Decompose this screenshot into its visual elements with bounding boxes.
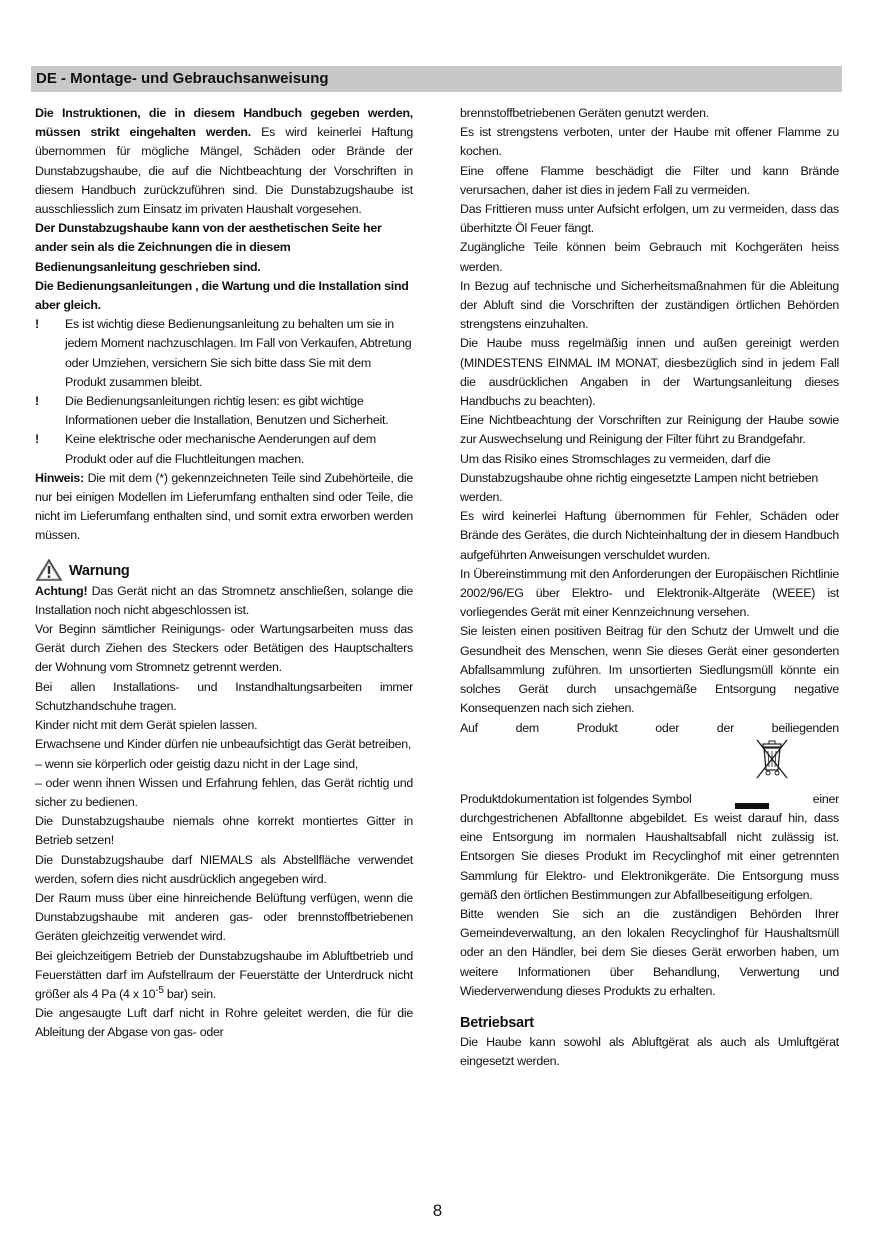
word: der — [716, 720, 734, 735]
bullet-text: Es ist wichtig diese Bedienungsanleitung zu behalten um sie in jedem Moment nachzuschlagen. Im Fall von Verkaufen, Abtretung oder Umziehen, versichern Sie sich bitte dass Sie mit dem Produkt zusammen bleibt. — [65, 317, 412, 389]
paragraph: Eine offene Flamme beschädigt die Filter und kann Brände verursachen, daher ist dies in jedem Fall zu vermeiden. — [460, 163, 839, 197]
paragraph: Es ist strengstens verboten, unter der Haube mit offener Flamme zu kochen. — [460, 125, 839, 159]
symbol-line — [460, 719, 839, 738]
paragraph: Das Frittieren muss unter Aufsicht erfolgen, um zu vermeiden, dass das überhitzte Öl Feuer fängt. — [460, 202, 839, 236]
word: Auf — [460, 720, 478, 735]
left-column — [35, 104, 413, 1043]
paragraph: Vor Beginn sämtlicher Reinigungs- oder Wartungsarbeiten muss das Gerät durch Ziehen des Steckers oder Betätigen des Hauptschalters der Wohnung vom Stromnetz getrennt werden. — [35, 622, 413, 675]
warning-heading — [35, 558, 413, 582]
symbol-line-end: einer — [812, 791, 839, 806]
design-note: Der Dunstabzugshaube kann von der aesthetischen Seite her ander sein als die Zeichnungen die in diesem Bedienungsanleitung geschrieben sind. — [35, 221, 382, 274]
bullet-text: Die Bedienungsanleitungen richtig lesen: es gibt wichtige Informationen ueber die Installation, Benutzen und Sicherheit. — [65, 394, 389, 428]
paragraph: Kinder nicht mit dem Gerät spielen lassen. — [35, 718, 258, 733]
bullet-item — [35, 392, 413, 430]
right-column — [460, 104, 839, 1071]
word: beiliegenden — [771, 720, 839, 735]
pressure-end: bar) sein. — [163, 986, 217, 1001]
achtung-label: Achtung! — [35, 583, 88, 598]
intro-text: Es wird keinerlei Haftung übernommen für mögliche Mängel, Schäden oder Brände der Dunstabzugshaube, die auf die Nichtbeachtung der Vorschriften in diesem Handbuch zurückzuführen sind. Die Dunstabzugshaube ist ausschliesslich zum Einsatz im privaten Haushalt vorgesehen. — [35, 125, 413, 217]
hinweis-label: Hinweis: — [35, 470, 84, 485]
paragraph: Die Dunstabzugshaube darf NIEMALS als Abstellfläche verwendet werden, sofern dies nicht ausdrücklich angegeben wird. — [35, 852, 413, 886]
word: Produkt — [576, 720, 618, 735]
exclamation-icon: ! — [35, 317, 39, 332]
section-header: DE - Montage- und Gebrauchsanweisung — [31, 66, 842, 92]
instructions-note: Die Bedienungsanleitungen , die Wartung und die Installation sind aber gleich. — [35, 278, 409, 313]
paragraph: werden. — [460, 490, 503, 505]
weee-symbol-area — [460, 738, 839, 786]
paragraph: Die Haube kann sowohl als Abluftgërat als auch als Umluftgërat eingesetzt werden. — [460, 1034, 839, 1069]
symbol-line-2 — [460, 790, 839, 809]
crossed-out-bin-icon — [753, 738, 791, 782]
paragraph: Zugängliche Teile können beim Gebrauch mit Kochgeräten heiss werden. — [460, 240, 839, 274]
warning-title: Warnung — [69, 562, 130, 579]
paragraph: In Übereinstimmung mit den Anforderungen der Europäischen Richtlinie 2002/96/EG über Elektro- und Elektronik-Altgeräte (WEEE) ist vorliegendes Gerät mit einer Kennzeichnung versehen. — [460, 566, 839, 620]
intro-paragraph — [35, 104, 413, 219]
paragraph: Der Raum muss über eine hinreichende Belüftung verfügen, wenn die Dunstabzugshaube mit anderen gas- oder brennstoffbetriebenen Geräten gleichzeitig verwendet wird. — [35, 890, 413, 944]
paragraph: Um das Risiko eines Stromschlages zu vermeiden, darf die — [460, 451, 771, 466]
paragraph: – oder wenn ihnen Wissen und Erfahrung fehlen, das Gerät richtig und sicher zu bedienen. — [35, 775, 413, 809]
achtung-paragraph — [35, 582, 413, 620]
paragraph: Bitte wenden Sie sich an die zuständigen Behörden Ihrer Gemeindeverwaltung, an den lokalen Recyclinghof für Haushaltsmüll oder an den Händler, bei dem Sie dieses Gerät erworben haben, um weitere Informationen über Behandlung, Verwertung und Wiederverwendung dieses Produkts zu erhalten. — [460, 906, 839, 998]
paragraph: Die angesaugte Luft darf nicht in Rohre geleitet werden, die für die Ableitung der Abgase von gas- oder — [35, 1006, 413, 1040]
bullet-text: Keine elektrische oder mechanische Aenderungen auf dem Produkt oder auf die Fluchtleitungen machen. — [65, 432, 376, 466]
paragraph: Die Haube muss regelmäßig innen und außen gereinigt werden (MINDESTENS EINMAL IM MONAT, diesbezüglich sind in jedem Fall die ausdrücklichen Angaben in der Wartungsanleitung dieses Handbuchs zu beachten). — [460, 336, 839, 409]
paragraph: Die Dunstabzugshaube niemals ohne korrekt montiertes Gitter in Betrieb setzen! — [35, 814, 413, 848]
paragraph: Eine Nichtbeachtung der Vorschriften zur Reinigung der Haube sowie zur Auswechselung und Reinigung der Filter führt zu Brandgefahr. — [460, 413, 839, 447]
intro-bold: Die Instruktionen, die in diesem Handbuch gegeben werden, müssen strikt eingehalten werden. — [35, 106, 413, 140]
pressure-paragraph — [35, 947, 413, 1005]
paragraph: – wenn sie körperlich oder geistig dazu nicht in der Lage sind, — [35, 756, 359, 771]
word: dem — [515, 720, 539, 735]
exclamation-icon: ! — [35, 394, 39, 409]
page-number: 8 — [432, 1201, 443, 1220]
paragraph: Es wird keinerlei Haftung übernommen für Fehler, Schäden oder Brände des Gerätes, die durch Nichteinhaltung der in diesem Handbuch aufgeführten Anweisungen verschuldet wurden. — [460, 509, 839, 562]
paragraph: Erwachsene und Kinder dürfen nie unbeaufsichtigt das Gerät betreiben, — [35, 737, 412, 752]
achtung-text: Das Gerät nicht an das Stromnetz anschließen, solange die Installation noch nicht abgeschlossen ist. — [35, 583, 413, 617]
paragraph: Dunstabzugshaube ohne richtig eingesetzte Lampen nicht betrieben — [460, 470, 819, 485]
symbol-line-text: Produktdokumentation ist folgendes Symbol — [460, 791, 692, 806]
pressure-exponent: -5 — [155, 984, 164, 996]
betriebsart-heading: Betriebsart — [460, 1014, 534, 1031]
paragraph: durchgestrichenen Abfalltonne abgebildet. Es weist darauf hin, dass eine Entsorgung im normalen Haushaltsabfall nicht zulässig ist. Entsorgen Sie dieses Produkt im Recyclinghof mit einer getrennten Sammlung für Elektro- und Elektronikgeräte. Die Entsorgung muss gemäß den örtlichen Bestimmungen zur Abfallbeseitigung erfolgen. — [460, 810, 839, 902]
paragraph: Bei allen Installations- und Instandhaltungsarbeiten immer Schutzhandschuhe tragen. — [35, 679, 413, 713]
hinweis-paragraph — [35, 469, 413, 546]
paragraph: Sie leisten einen positiven Beitrag für den Schutz der Umwelt und die Gesundheit des Menschen, wenn Sie dieses Gerät einer gesonderten Abfallsammlung zuführen. Im unsortierten Siedlungsmüll könnte ein solches Gerät durch unsachgemäße Entsorgung negative Konsequenzen nach sich ziehen. — [460, 624, 839, 716]
exclamation-icon: ! — [35, 432, 39, 447]
paragraph: In Bezug auf technische und Sicherheitsmaßnahmen für die Ableitung der Abluft sind die Vorschriften der zuständigen örtlichen Behörden strengstens einzuhalten. — [460, 278, 839, 332]
bullet-item — [35, 430, 413, 468]
paragraph: brennstoffbetriebenen Geräten genutzt werden. — [460, 106, 709, 120]
bullet-item — [35, 315, 413, 392]
pressure-text: Bei gleichzeitigem Betrieb der Dunstabzugshaube im Abluftbetrieb und Feuerstätten darf im Aufstellraum der Feuerstätte der Unterdruck nicht größer als 4 Pa (4 x 10 — [35, 948, 413, 1001]
hinweis-text: Die mit dem (*) gekennzeichneten Teile sind Zubehörteile, die nur bei einigen Modellen im Lieferumfang enthalten sind oder Teile, die nicht im Lieferumfang enthalten sind, und somit extra erworben werden müssen. — [35, 470, 413, 543]
warning-triangle-icon — [35, 558, 63, 582]
word: oder — [655, 720, 680, 735]
